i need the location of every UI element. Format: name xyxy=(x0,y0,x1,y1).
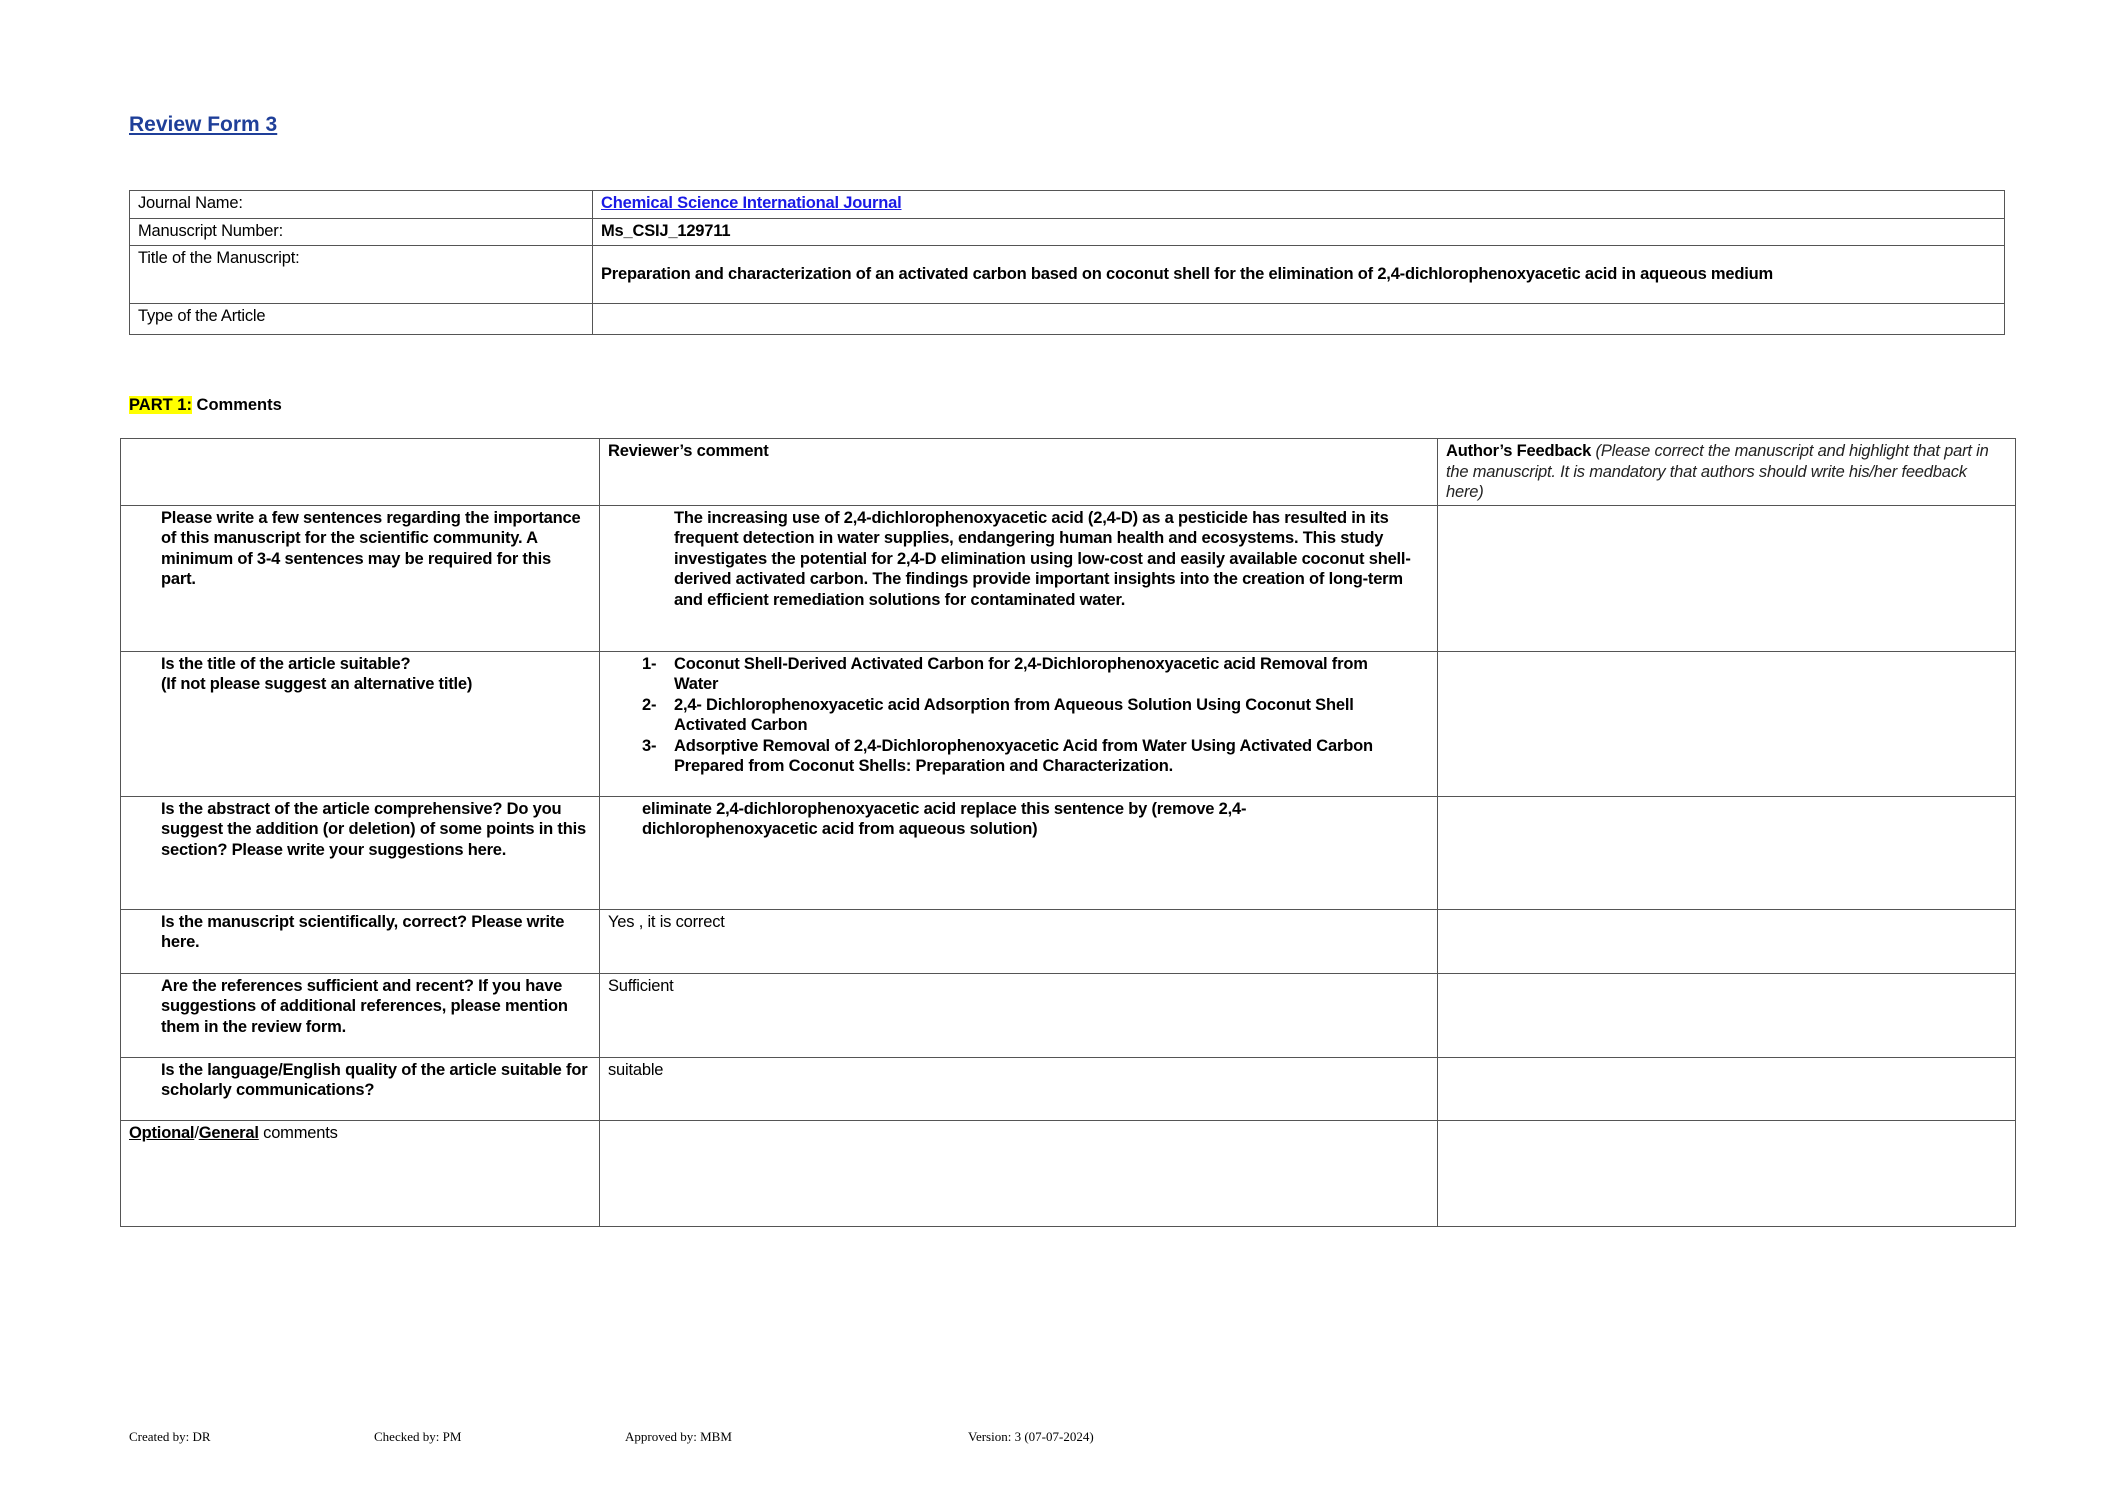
footer-approved: Approved by: MBM xyxy=(625,1429,732,1444)
list-item xyxy=(642,695,1407,736)
author-feedback-cell[interactable] xyxy=(1438,505,2016,651)
manuscript-number-label: Manuscript Number: xyxy=(130,219,593,246)
table-row xyxy=(121,1120,2016,1226)
table-row xyxy=(121,909,2016,973)
journal-link[interactable]: Chemical Science International Journal xyxy=(601,194,902,212)
table-row xyxy=(121,1057,2016,1120)
list-number: 2- xyxy=(642,695,657,714)
manuscript-number-value: Ms_CSIJ_129711 xyxy=(593,219,2005,246)
header-empty xyxy=(121,439,600,506)
manuscript-title-label: Title of the Manuscript: xyxy=(130,246,593,304)
alternative-titles-list xyxy=(642,654,1407,777)
list-item xyxy=(642,736,1407,777)
table-row xyxy=(121,796,2016,909)
general-text: General xyxy=(198,1123,259,1142)
author-feedback-cell[interactable] xyxy=(1438,973,2016,1057)
alt-title: Adsorptive Removal of 2,4-Dichlorophenoxyacetic Acid from Water Using Activated Carbon Prepared from Coconut Shells: Preparation and Characterization. xyxy=(674,736,1373,775)
part-title: Comments xyxy=(191,396,282,414)
list-item xyxy=(642,654,1407,695)
optional-author-feedback[interactable] xyxy=(1438,1120,2016,1226)
reviewer-comment: Sufficient xyxy=(600,973,1438,1057)
footer-version: Version: 3 (07-07-2024) xyxy=(968,1429,1094,1444)
reviewer-comment: Yes , it is correct xyxy=(600,909,1438,973)
alt-title: Coconut Shell-Derived Activated Carbon for 2,4-Dichlorophenoxyacetic acid Removal from Water xyxy=(674,654,1368,693)
reviewer-comment-header: Reviewer’s comment xyxy=(600,439,1438,506)
question: Are the references sufficient and recent? If you have suggestions of additional references, please mention them in the review form. xyxy=(121,973,600,1057)
manuscript-title-value: Preparation and characterization of an activated carbon based on coconut shell for the elimination of 2,4-dichlorophenoxyacetic acid in aqueous medium xyxy=(593,246,2005,304)
question: Please write a few sentences regarding the importance of this manuscript for the scientific community. A minimum of 3-4 sentences may be required for this part. xyxy=(121,505,600,651)
journal-label: Journal Name: xyxy=(130,191,593,219)
footer-checked: Checked by: PM xyxy=(374,1429,462,1444)
footer-created: Created by: DR xyxy=(129,1429,211,1444)
comments-text: comments xyxy=(258,1123,338,1142)
reviewer-comment: eliminate 2,4-dichlorophenoxyacetic acid replace this sentence by (remove 2,4-dichlorophenoxyacetic acid from aqueous solution) xyxy=(600,796,1438,909)
reviewer-comment: suitable xyxy=(600,1057,1438,1120)
table-row xyxy=(121,505,2016,651)
alt-title: 2,4- Dichlorophenoxyacetic acid Adsorption from Aqueous Solution Using Coconut Shell Activated Carbon xyxy=(674,695,1354,734)
list-number: 3- xyxy=(642,736,657,755)
part-label: PART 1: xyxy=(129,396,192,414)
form-title[interactable]: Review Form 3 xyxy=(129,113,278,136)
author-feedback-cell[interactable] xyxy=(1438,796,2016,909)
part-heading xyxy=(129,396,282,415)
reviewer-comment: The increasing use of 2,4-dichlorophenoxyacetic acid (2,4-D) as a pesticide has resulted in its frequent detection in water supplies, endangering human health and ecosystems. This study investigates the potential for 2,4-D elimination using low-cost and easily available coconut shell-derived activated carbon. The findings provide important insights into the creation of long-term and efficient remediation solutions for contaminated water. xyxy=(600,505,1438,651)
author-feedback-cell[interactable] xyxy=(1438,651,2016,796)
optional-comments-label xyxy=(121,1120,600,1226)
comments-table xyxy=(120,438,2016,1227)
author-feedback-cell[interactable] xyxy=(1438,1057,2016,1120)
article-type-value[interactable] xyxy=(593,304,2005,335)
article-type-label: Type of the Article xyxy=(130,304,593,335)
question: Is the abstract of the article comprehensive? Do you suggest the addition (or deletion) of some points in this section? Please write your suggestions here. xyxy=(121,796,600,909)
optional-sep: / xyxy=(194,1123,199,1142)
question: Is the title of the article suitable? (If not please suggest an alternative title) xyxy=(121,651,600,796)
table-row xyxy=(121,651,2016,796)
author-feedback-instructions: (Please correct the manuscript and highlight that part in the manuscript. It is mandatory that authors should write his/her feedback here) xyxy=(1446,442,1989,501)
author-feedback-header xyxy=(1438,439,2016,506)
optional-reviewer-comment[interactable] xyxy=(600,1120,1438,1226)
optional-text: Optional xyxy=(129,1123,195,1142)
manuscript-info-table xyxy=(129,190,2005,335)
question: Is the language/English quality of the article suitable for scholarly communications? xyxy=(121,1057,600,1120)
reviewer-comment xyxy=(600,651,1438,796)
question: Is the manuscript scientifically, correct? Please write here. xyxy=(121,909,600,973)
table-row xyxy=(121,973,2016,1057)
list-number: 1- xyxy=(642,654,657,673)
author-feedback-title: Author’s Feedback xyxy=(1446,442,1592,460)
author-feedback-cell[interactable] xyxy=(1438,909,2016,973)
